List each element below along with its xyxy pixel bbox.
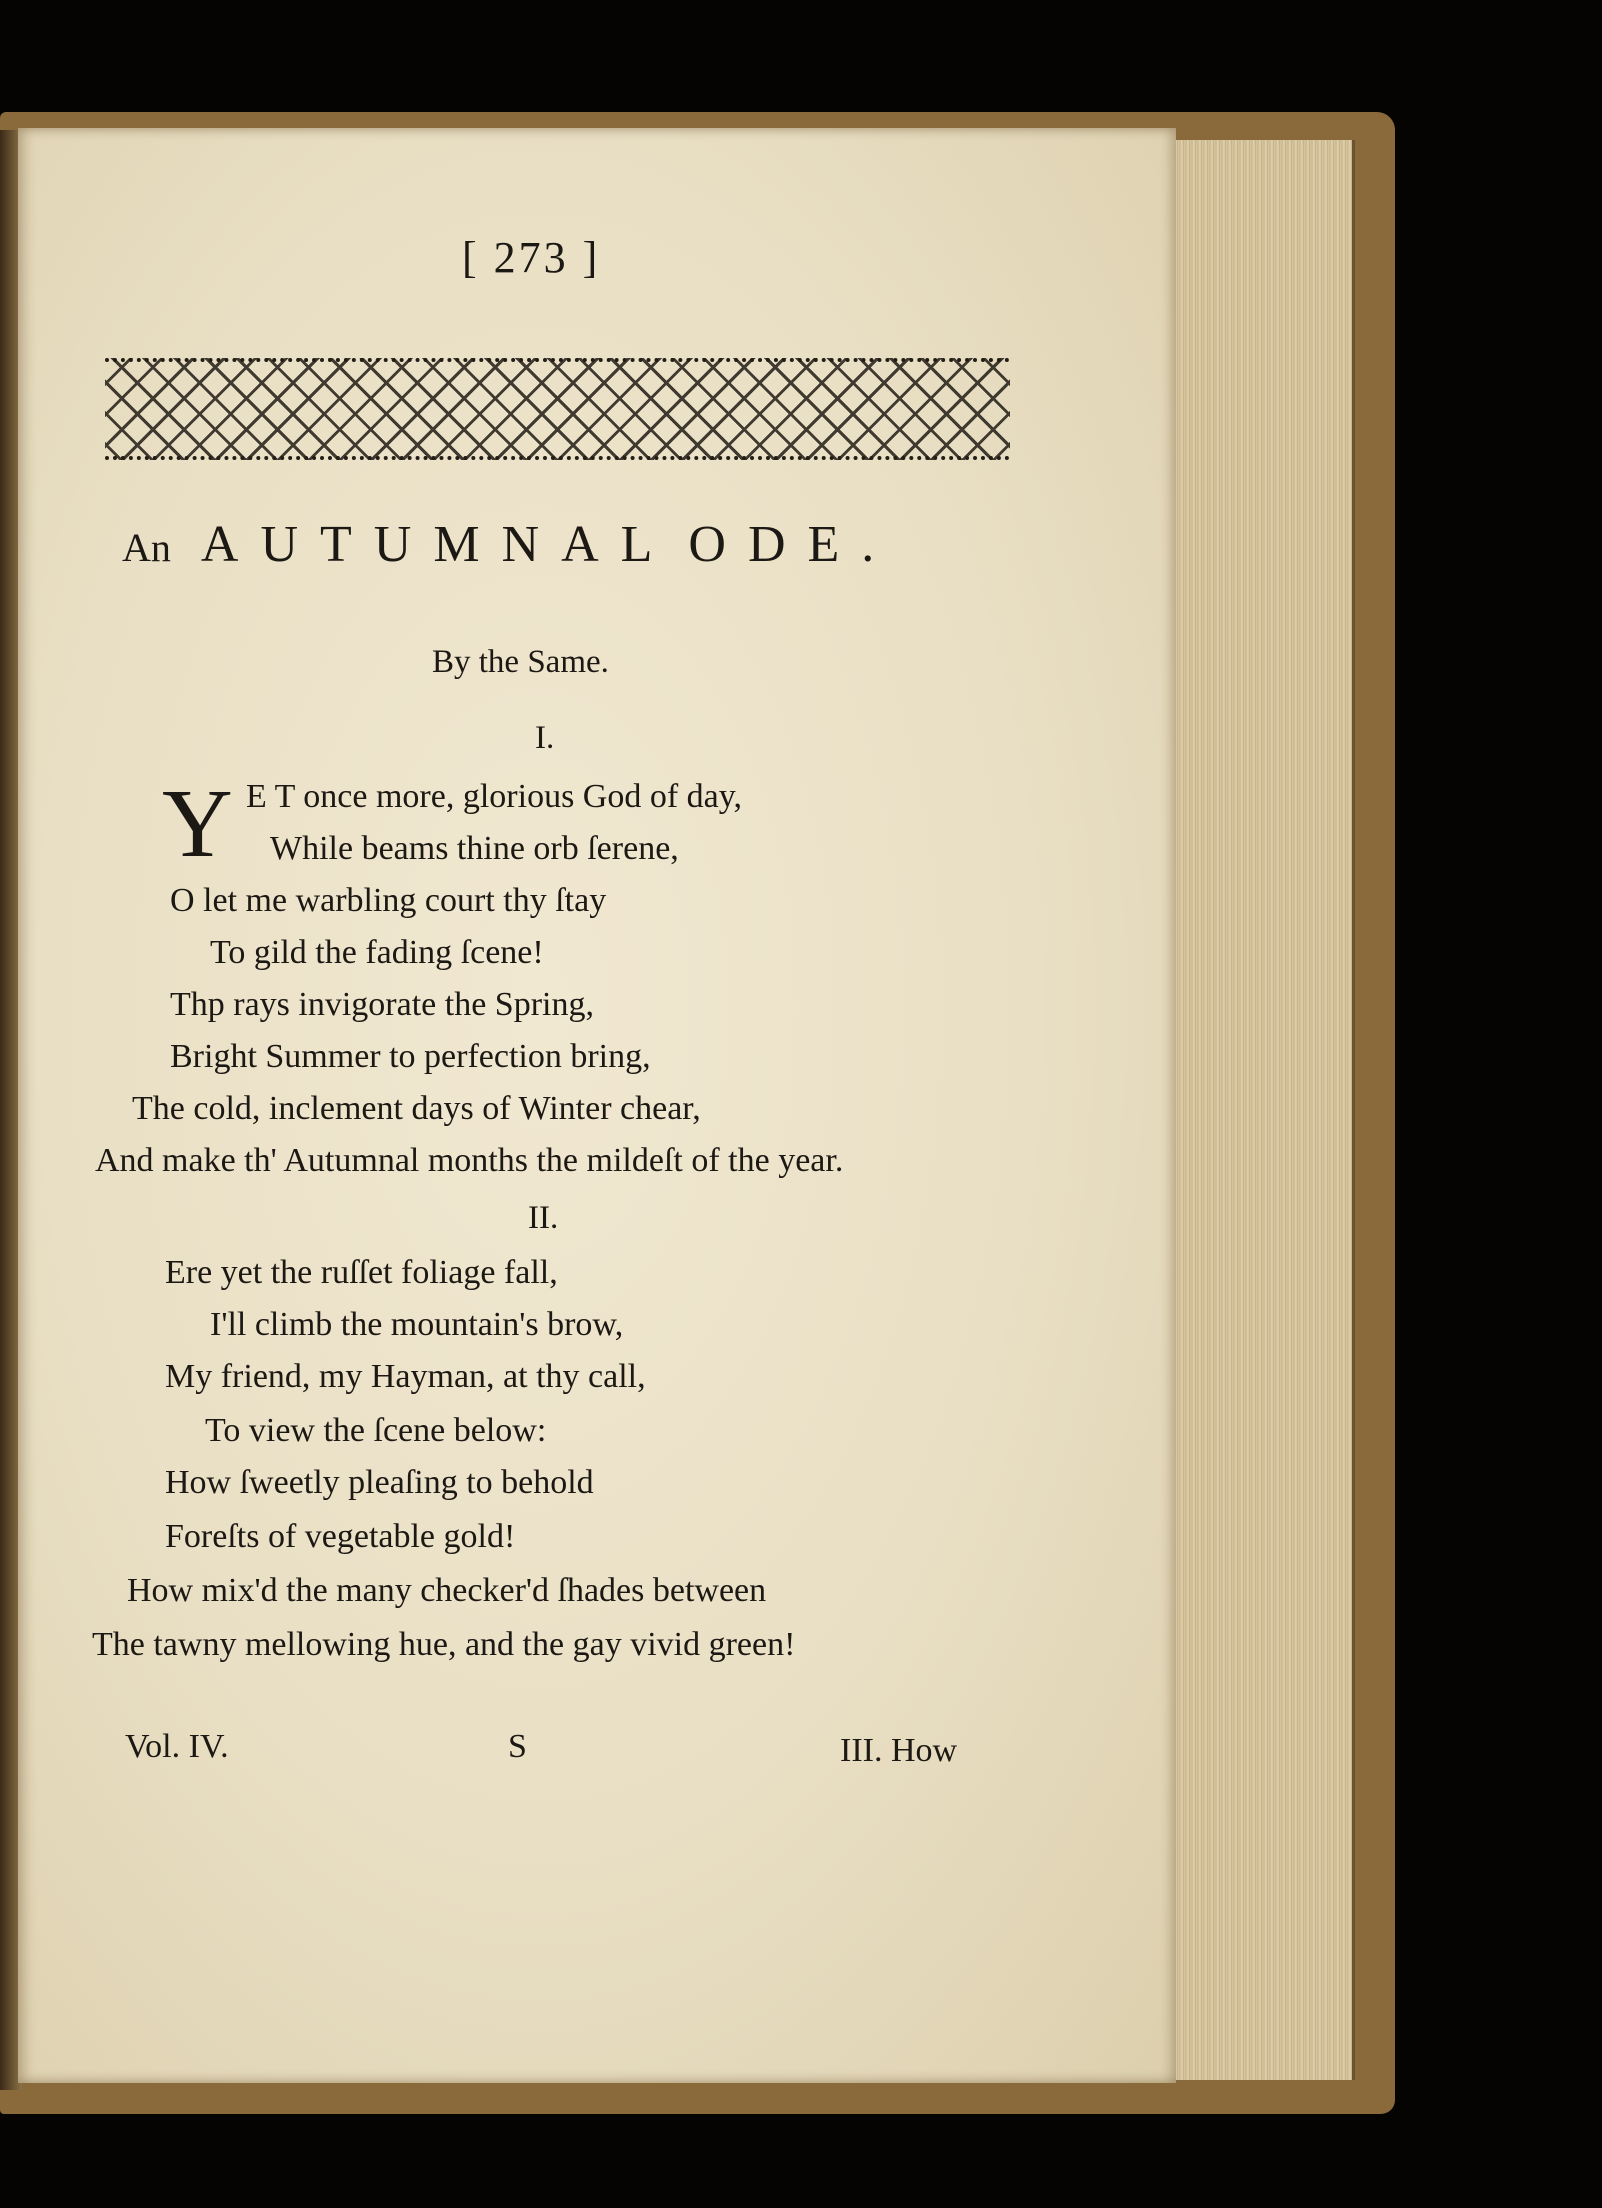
poem-line: E T once more, glorious God of day, xyxy=(246,778,743,815)
volume-label: Vol. IV. xyxy=(125,1728,229,1765)
ornament-band xyxy=(105,358,1010,460)
poem-line: The tawny mellowing hue, and the gay vivid green! xyxy=(92,1626,796,1663)
poem-line: And make th' Autumnal months the mildeſt of the year. xyxy=(95,1142,844,1179)
poem-line: O let me warbling court thy ſtay xyxy=(170,882,607,919)
stanza-numeral: II. xyxy=(528,1200,559,1236)
poem-line: Thp rays invigorate the Spring, xyxy=(170,986,594,1023)
title-suffix: ODE. xyxy=(688,516,897,573)
page-number: [ 273 ] xyxy=(462,233,601,282)
poem-line: The cold, inclement days of Winter chear, xyxy=(132,1090,701,1127)
poem-line: Bright Summer to perfection bring, xyxy=(170,1038,651,1075)
title-prefix: An xyxy=(122,525,171,570)
drop-cap: Y xyxy=(162,770,233,878)
poem-title xyxy=(122,515,896,574)
byline: By the Same. xyxy=(432,644,609,680)
poem-line: I'll climb the mountain's brow, xyxy=(210,1306,624,1343)
poem-line: Ere yet the ruſſet foliage fall, xyxy=(165,1254,558,1291)
poem-line: My friend, my Hayman, at thy call, xyxy=(165,1358,646,1395)
poem-line: How mix'd the many checker'd ſhades between xyxy=(127,1572,767,1609)
stanza-numeral: I. xyxy=(535,720,555,756)
poem-line: While beams thine orb ſerene, xyxy=(270,830,679,867)
signature-mark: S xyxy=(508,1728,527,1765)
poem-line: How ſweetly pleaſing to behold xyxy=(165,1464,594,1501)
catchword: III. How xyxy=(840,1732,958,1769)
page-edges xyxy=(1172,140,1355,2080)
poem-line: To gild the fading ſcene! xyxy=(210,934,544,971)
poem-line: Foreſts of vegetable gold! xyxy=(165,1518,516,1555)
poem-line: To view the ſcene below: xyxy=(205,1412,547,1449)
title-main: AUTUMNAL xyxy=(200,516,675,573)
